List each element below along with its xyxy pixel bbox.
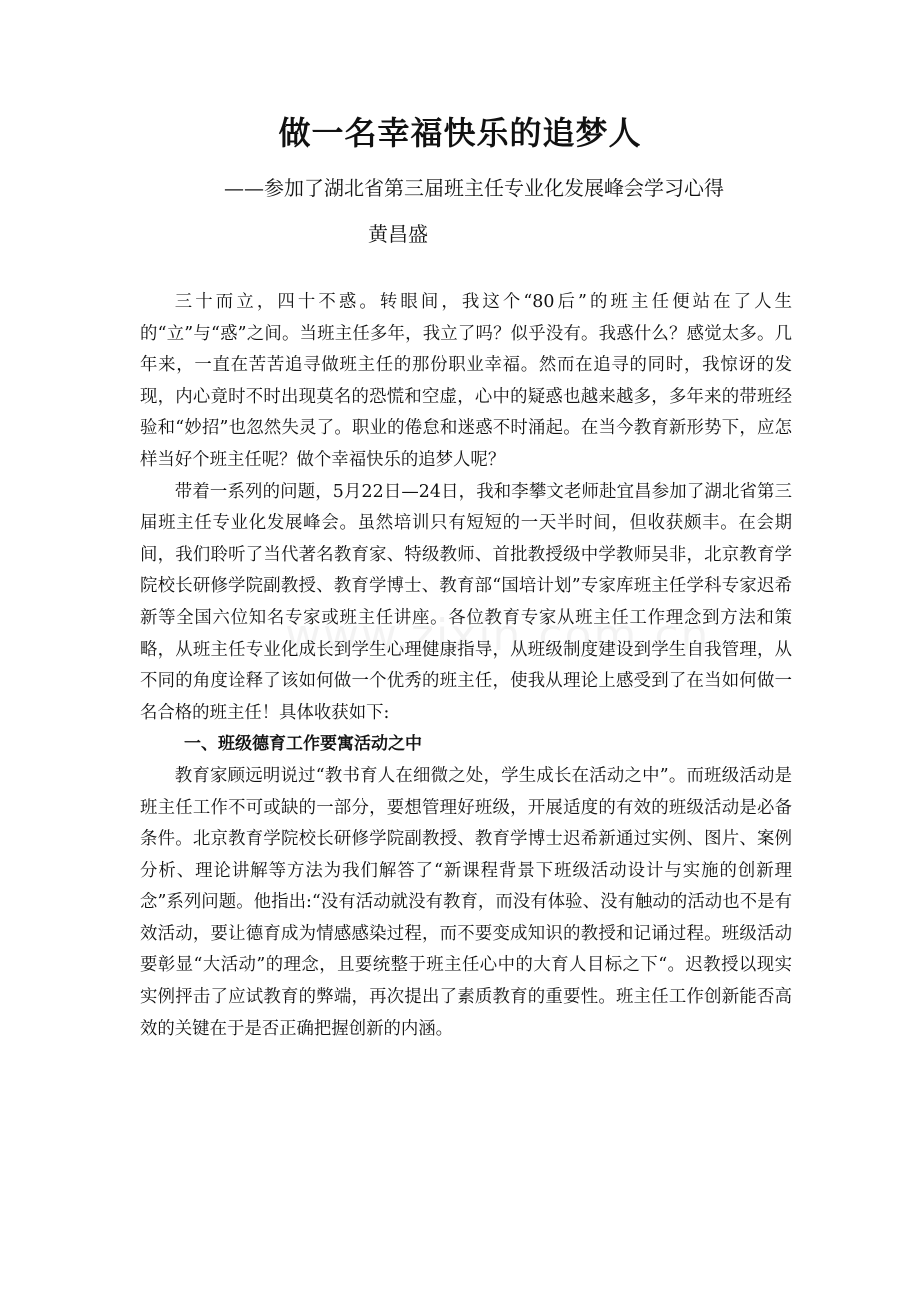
paragraph-summit: 带着一系列的问题，5月22日—24日，我和李攀文老师赴宜昌参加了湖北省第三届班主任专业化发展峰会。虽然培训只有短短的一天半时间，但收获颇丰。在会期间，我们聆听了当代著名教育家、特级教师、首批教授级中学教师吴非，北京教育学院校长研修学院副教授、教育学博士、教育部“国培计划”专家库班主任学科专家迟希新等全国六位知名专家或班主任讲座。各位教育专家从班主任工作理念到方法和策略，从班主任专业化成长到学生心理健康指导，从班级制度建设到学生自我管理，从不同的角度诠释了该如何做一个优秀的班主任，使我从理论上感受到了在当如何做一名合格的班主任！具体收获如下: [140,481,792,723]
document-subtitle: ——参加了湖北省第三届班主任专业化发展峰会学习心得 [224,176,724,200]
section-heading: 一、班级德育工作要寓活动之中 [184,734,422,755]
author-name: 黄昌盛 [368,222,428,246]
document-body [140,287,792,1045]
paragraph-section-one: 教育家顾远明说过“教书育人在细微之处，学生成长在活动之中”。而班级活动是班主任工作不可或缺的一部分，要想管理好班级，开展适度的有效的班级活动是必备条件。北京教育学院校长研修学院副教授、教育学博士迟希新通过实例、图片、案例分析、理论讲解等方法为我们解答了“新课程背景下班级活动设计与实施的创新理念”系列问题。他指出:“没有活动就没有教育，而没有体验、没有触动的活动也不是有效活动，要让德育成为情感感染过程，而不要变成知识的教授和记诵过程。班级活动要彰显“大活动”的理念，且要统整于班主任心中的大育人目标之下“。迟教授以现实实例抨击了应试教育的弊端，再次提出了素质教育的重要性。班主任工作创新能否高效的关键在于是否正确把握创新的内涵。 [140,765,792,1039]
paragraph-intro: 三十而立，四十不惑。转眼间，我这个“80后”的班主任便站在了人生的“立”与“惑”之间。当班主任多年，我立了吗？似乎没有。我惑什么？感觉太多。几年来，一直在苦苦追寻做班主任的那份职业幸福。然而在追寻的同时，我惊讶的发现，内心竟时不时出现莫名的恐慌和空虚，心中的疑惑也越来越多，多年来的带班经验和“妙招”也忽然失灵了。职业的倦怠和迷惑不时涌起。在当今教育新形势下，应怎样当好个班主任呢？做个幸福快乐的追梦人呢？ [140,292,792,470]
document-title: 做一名幸福快乐的追梦人 [278,114,642,152]
